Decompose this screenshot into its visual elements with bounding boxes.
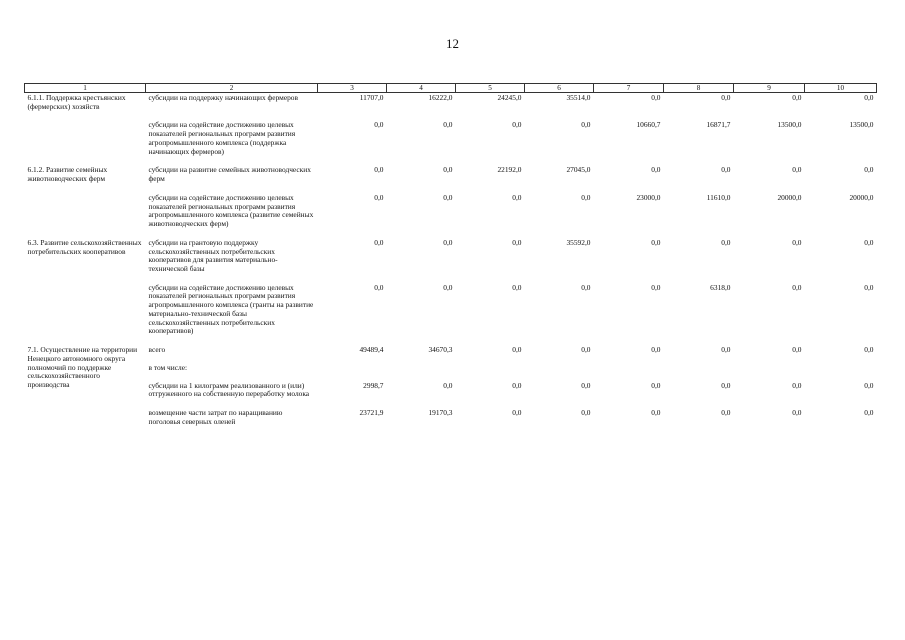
value-cell: 0,0 xyxy=(651,380,661,390)
value-cell: 35514,0 xyxy=(566,93,591,102)
value-cell: 0,0 xyxy=(864,93,874,102)
table-row xyxy=(25,121,877,166)
value-cell: 0,0 xyxy=(581,120,591,130)
funding-description: субсидии на содействие достижению целевых показателей региональных программ развития агропромышленного комплекса (развитие семейных животноводческих ферм) xyxy=(148,192,314,229)
value-cell: 20000,0 xyxy=(849,192,874,202)
value-cell xyxy=(387,364,456,382)
budget-table xyxy=(24,83,877,437)
measure-name: 6.3. Развитие сельскохозяйственных потребительских кооперативов xyxy=(27,237,142,256)
funding-description: в том числе: xyxy=(148,362,188,372)
value-cell: 0,0 xyxy=(581,408,591,418)
table-row xyxy=(25,382,877,409)
value-cell xyxy=(594,364,664,382)
value-cell: 0,0 xyxy=(721,237,731,247)
column-header: 7 xyxy=(594,84,664,93)
value-cell: 0,0 xyxy=(721,345,731,355)
value-cell: 0,0 xyxy=(651,282,661,292)
value-cell: 0,0 xyxy=(374,237,384,247)
value-cell xyxy=(525,364,594,382)
value-cell: 16222,0 xyxy=(428,93,453,102)
value-cell: 0,0 xyxy=(374,192,384,202)
value-cell: 13500,0 xyxy=(849,120,874,130)
value-cell: 0,0 xyxy=(512,192,522,202)
column-header: 4 xyxy=(387,84,456,93)
value-cell: 0,0 xyxy=(721,93,731,102)
value-cell: 0,0 xyxy=(792,282,802,292)
value-cell: 0,0 xyxy=(864,408,874,418)
value-cell: 0,0 xyxy=(651,408,661,418)
value-cell: 23721,9 xyxy=(359,408,384,418)
value-cell xyxy=(805,364,877,382)
table-row xyxy=(25,346,877,364)
value-cell: 0,0 xyxy=(581,345,591,355)
value-cell: 0,0 xyxy=(443,380,453,390)
column-header: 2 xyxy=(146,84,318,93)
value-cell xyxy=(456,364,525,382)
value-cell: 0,0 xyxy=(374,282,384,292)
funding-description: субсидии на развитие семейных животноводческих ферм xyxy=(148,165,311,184)
value-cell: 0,0 xyxy=(512,408,522,418)
value-cell: 0,0 xyxy=(651,345,661,355)
value-cell: 0,0 xyxy=(792,165,802,175)
funding-description: субсидии на содействие достижению целевых показателей региональных программ развития агропромышленного комплекса (поддержка начинающих фермеров) xyxy=(148,120,296,156)
value-cell: 0,0 xyxy=(443,192,453,202)
value-cell: 0,0 xyxy=(581,282,591,292)
value-cell: 0,0 xyxy=(443,237,453,247)
value-cell: 0,0 xyxy=(443,282,453,292)
value-cell: 0,0 xyxy=(721,408,731,418)
measure-name: 7.1. Осуществление на территории Ненецкого автономного округа полномочий по поддержке сельскохозяйственного производства xyxy=(27,345,138,390)
column-header: 8 xyxy=(664,84,734,93)
value-cell: 0,0 xyxy=(581,192,591,202)
value-cell: 0,0 xyxy=(651,93,661,102)
value-cell: 20000,0 xyxy=(777,192,802,202)
value-cell: 22192,0 xyxy=(497,165,522,175)
value-cell: 13500,0 xyxy=(777,120,802,130)
measure-name: 6.1.1. Поддержка крестьянских (фермерских) хозяйств xyxy=(27,93,126,111)
value-cell: 0,0 xyxy=(792,237,802,247)
column-header: 6 xyxy=(525,84,594,93)
value-cell: 0,0 xyxy=(792,408,802,418)
column-header: 9 xyxy=(734,84,805,93)
table-row xyxy=(25,409,877,436)
value-cell: 6318,0 xyxy=(710,282,731,292)
funding-description: субсидии на грантовую поддержку сельскохозяйственных потребительских кооперативов для развития материально-технической базы xyxy=(148,237,278,274)
value-cell: 35592,0 xyxy=(566,237,591,247)
value-cell: 34670,3 xyxy=(428,345,453,355)
funding-description: субсидии на поддержку начинающих фермеров xyxy=(148,93,298,102)
value-cell: 49489,4 xyxy=(359,345,384,355)
value-cell: 10660,7 xyxy=(636,120,661,130)
funding-description: субсидии на содействие достижению целевых показателей региональных программ развития агропромышленного комплекса (гранты на развитие материально-технической базы сельскохозяйственных потребительских кооперативов) xyxy=(148,282,314,336)
table-row xyxy=(25,284,877,346)
value-cell: 0,0 xyxy=(374,120,384,130)
measure-name xyxy=(25,409,146,436)
value-cell xyxy=(664,364,734,382)
measure-name xyxy=(25,121,146,166)
value-cell: 0,0 xyxy=(512,282,522,292)
value-cell: 0,0 xyxy=(792,93,802,102)
value-cell: 0,0 xyxy=(512,237,522,247)
value-cell: 0,0 xyxy=(792,345,802,355)
value-cell: 24245,0 xyxy=(497,93,522,102)
value-cell: 0,0 xyxy=(864,380,874,390)
funding-description: возмещение части затрат по наращиванию поголовья северных оленей xyxy=(148,408,283,426)
value-cell: 11610,0 xyxy=(706,192,731,202)
value-cell: 0,0 xyxy=(721,165,731,175)
value-cell: 0,0 xyxy=(512,345,522,355)
value-cell xyxy=(734,364,805,382)
table-row xyxy=(25,194,877,239)
value-cell: 0,0 xyxy=(864,237,874,247)
value-cell: 0,0 xyxy=(374,165,384,175)
value-cell: 23000,0 xyxy=(636,192,661,202)
value-cell xyxy=(318,364,387,382)
column-header: 1 xyxy=(25,84,146,93)
table-header-row xyxy=(25,84,877,93)
value-cell: 0,0 xyxy=(864,165,874,175)
page-number: 12 xyxy=(446,36,459,51)
value-cell: 0,0 xyxy=(864,345,874,355)
value-cell: 0,0 xyxy=(512,380,522,390)
table-body xyxy=(25,93,877,437)
value-cell: 0,0 xyxy=(651,165,661,175)
table-row xyxy=(25,239,877,284)
table-row xyxy=(25,166,877,193)
value-cell: 16871,7 xyxy=(706,120,731,130)
value-cell: 0,0 xyxy=(443,120,453,130)
table-row xyxy=(25,364,877,382)
measure-name xyxy=(25,194,146,239)
value-cell: 2998,7 xyxy=(363,380,384,390)
column-header: 3 xyxy=(318,84,387,93)
measure-name xyxy=(25,284,146,346)
measure-name: 6.1.2. Развитие семейных животноводческих ферм xyxy=(27,165,108,184)
column-header: 10 xyxy=(805,84,877,93)
value-cell: 0,0 xyxy=(581,380,591,390)
funding-description: всего xyxy=(148,345,166,355)
value-cell: 0,0 xyxy=(443,165,453,175)
value-cell: 27045,0 xyxy=(566,165,591,175)
value-cell: 0,0 xyxy=(721,380,731,390)
value-cell: 19170,3 xyxy=(428,408,453,418)
column-header: 5 xyxy=(456,84,525,93)
value-cell: 0,0 xyxy=(864,282,874,292)
value-cell: 0,0 xyxy=(651,237,661,247)
value-cell: 11707,0 xyxy=(359,93,384,102)
value-cell: 0,0 xyxy=(512,120,522,130)
value-cell: 0,0 xyxy=(792,380,802,390)
funding-description: субсидии на 1 килограмм реализованного и (или) отгруженного на собственную переработку молока xyxy=(148,380,310,399)
table-row xyxy=(25,93,877,122)
